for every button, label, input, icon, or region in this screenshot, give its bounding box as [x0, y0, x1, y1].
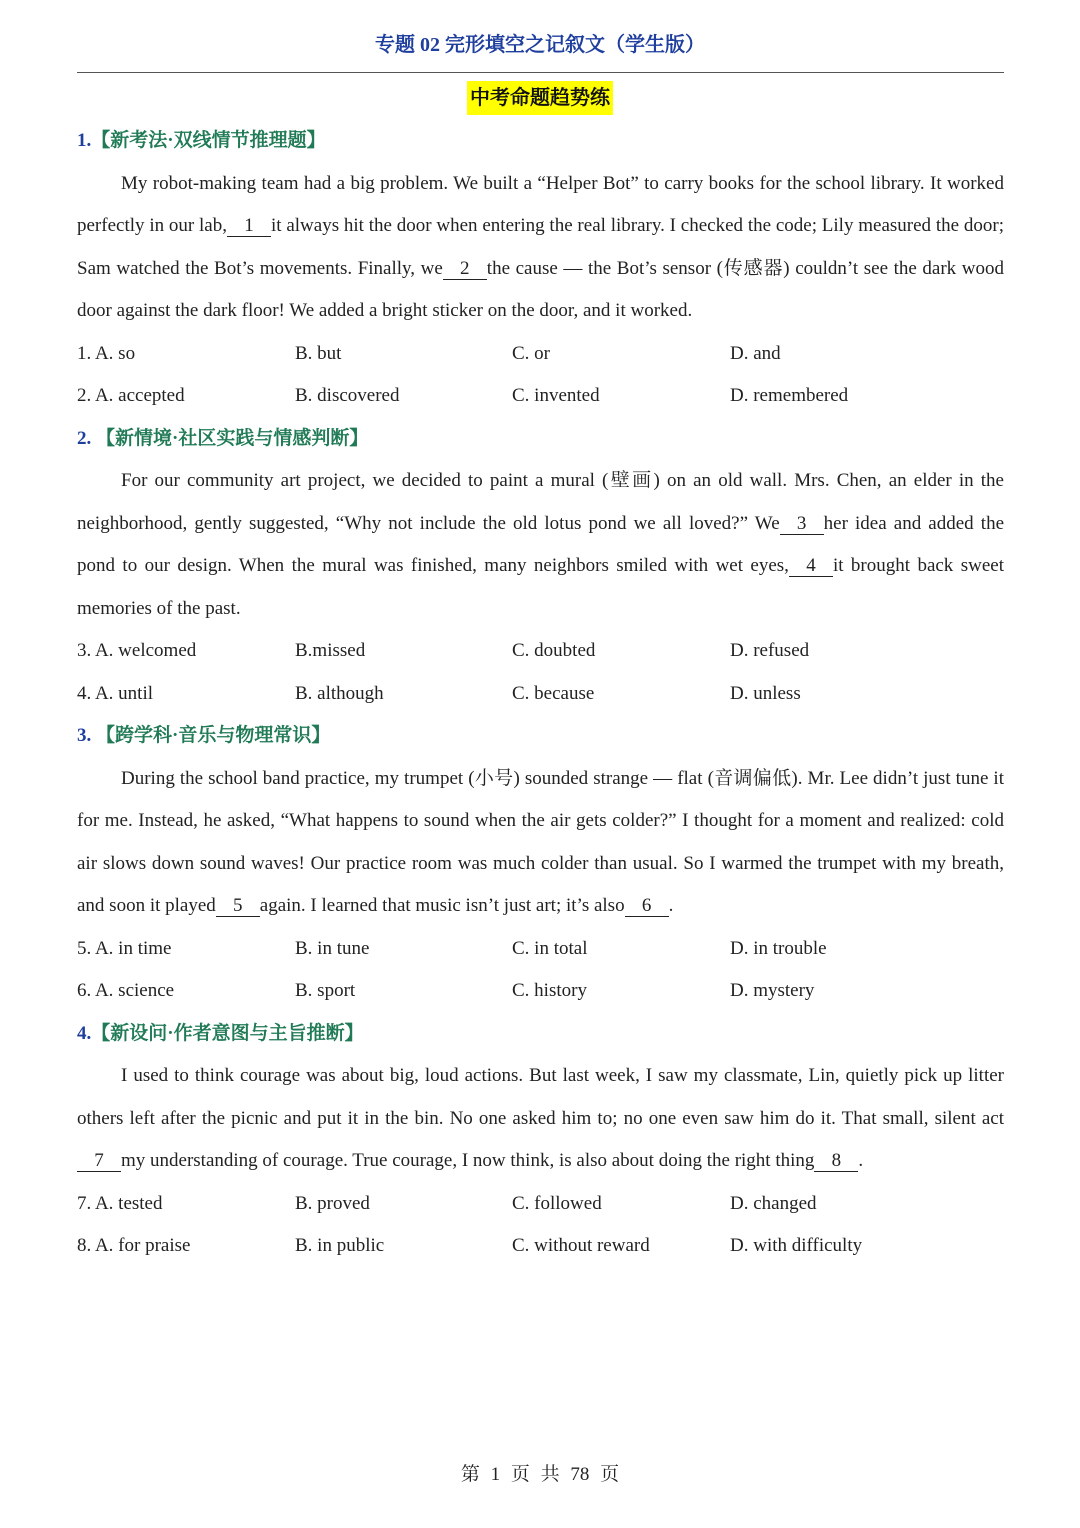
option: D. refused [730, 640, 810, 661]
option-row [77, 333, 1004, 376]
section-title: 中考命题趋势练 [467, 81, 613, 115]
question-tag: 【新设问·作者意图与主旨推断】 [91, 1022, 364, 1044]
total-pages: 78 [570, 1464, 590, 1485]
footer-prefix: 第 [460, 1464, 480, 1485]
option: C. in total [512, 937, 588, 959]
page-footer [0, 1459, 1080, 1486]
passage-text: I used to think courage was about big, loud actions. But last week, I saw my classmate, Lin, quietly pick up litter others left after the picnic and put it in the bin. No one asked him to; no one even saw him do it. That small, silent act7 my understanding of courage. True courage, I now think, is also about doing the right thing 8 . [77, 1065, 1004, 1171]
passage-text: For our community art project, we decided to paint a mural (壁画) on an old wall. Mrs. Chen, an elder in the neighborhood, gently suggested, “Why not include the old lotus pond we all loved?” We 3 her idea and added the pond to our design. When the mural was finished, many neighbors smiled with wet eyes, 4 it brought back sweet memories of the past. [77, 470, 1004, 619]
question-tag: 【新情境·社区实践与情感判断】 [96, 427, 369, 449]
option: D. with difficulty [730, 1235, 863, 1256]
blank: 3 [780, 514, 824, 535]
header-divider [77, 72, 1004, 73]
question-tag: 【新考法·双线情节推理题】 [91, 130, 326, 151]
option: 7. A. tested [77, 1192, 163, 1214]
option: C. or [512, 342, 550, 364]
passage-text: During the school band practice, my trumpet (小号) sounded strange — flat (音调偏低). Mr. Lee didn’t just tune it for me. Instead, he asked, “What happens to sound when the air gets colder?” I thought for a moment and realized: cold air slows down sound waves! Our practice room was much colder than usual. So I warmed the trumpet with my breath, and soon it played 5 again. I learned that music isn’t just art; it’s also 6 . [77, 767, 1004, 916]
option: D. remembered [730, 385, 849, 406]
option-row [77, 630, 1004, 673]
option: C. without reward [512, 1235, 650, 1256]
option: 2. A. accepted [77, 385, 185, 406]
question-heading [77, 715, 1004, 758]
option: C. because [512, 682, 595, 704]
option-row [77, 1183, 1004, 1226]
question-number: 4. [77, 1022, 92, 1044]
option-row [77, 1225, 1004, 1268]
footer-suffix: 页 [600, 1464, 620, 1485]
option: 4. A. until [77, 682, 154, 704]
question-number: 2. [77, 427, 92, 449]
document-body [77, 120, 1004, 1268]
question-block [77, 1013, 1004, 1268]
blank: 7 [77, 1151, 121, 1172]
question-number: 1. [77, 130, 92, 151]
blank: 2 [443, 259, 487, 280]
option: D. in trouble [730, 937, 827, 959]
option: 6. A. science [77, 980, 175, 1001]
option: B. although [295, 682, 384, 704]
question-block [77, 715, 1004, 1013]
option: C. invented [512, 385, 600, 406]
option: 5. A. in time [77, 937, 172, 959]
option: 8. A. for praise [77, 1235, 191, 1256]
question-heading [77, 120, 1004, 163]
option-row [77, 673, 1004, 716]
option: 1. A. so [77, 342, 136, 364]
question-heading [77, 1013, 1004, 1056]
blank: 1 [227, 216, 271, 237]
blank: 4 [789, 556, 833, 577]
option: B. discovered [295, 385, 400, 406]
passage-text: My robot-making team had a big problem. We built a “Helper Bot” to carry books for the school library. It worked perfectly in our lab, 1 it always hit the door when entering the real library. I checked the code; Lily measured the door; Sam watched the Bot’s movements. Finally, we 2 the cause — the Bot’s sensor (传感器) couldn’t see the dark wood door against the dark floor! We added a bright sticker on the door, and it worked. [77, 172, 1004, 321]
blank: 6 [625, 896, 669, 917]
option: B. sport [295, 980, 356, 1001]
footer-mid: 页 共 [510, 1464, 560, 1485]
option-row [77, 970, 1004, 1013]
question-block [77, 120, 1004, 418]
option: 3. A. welcomed [77, 640, 197, 661]
blank: 8 [814, 1151, 858, 1172]
question-block [77, 418, 1004, 716]
current-page: 1 [490, 1464, 501, 1485]
option: D. mystery [730, 980, 815, 1001]
option: B.missed [295, 640, 366, 661]
question-heading [77, 418, 1004, 461]
option: D. and [730, 342, 781, 364]
option: D. unless [730, 682, 801, 704]
option-row [77, 375, 1004, 418]
option: B. in public [295, 1235, 385, 1256]
option: D. changed [730, 1192, 817, 1214]
option: C. followed [512, 1192, 602, 1214]
option: B. but [295, 342, 342, 364]
question-tag: 【跨学科·音乐与物理常识】 [96, 725, 331, 746]
option: B. proved [295, 1192, 370, 1214]
option: C. doubted [512, 640, 596, 661]
option: B. in tune [295, 937, 370, 959]
option: C. history [512, 980, 587, 1001]
blank: 5 [216, 896, 260, 917]
page-title: 专题 02 完形填空之记叙文（学生版） [375, 34, 705, 56]
question-number: 3. [77, 725, 92, 746]
option-row [77, 928, 1004, 971]
